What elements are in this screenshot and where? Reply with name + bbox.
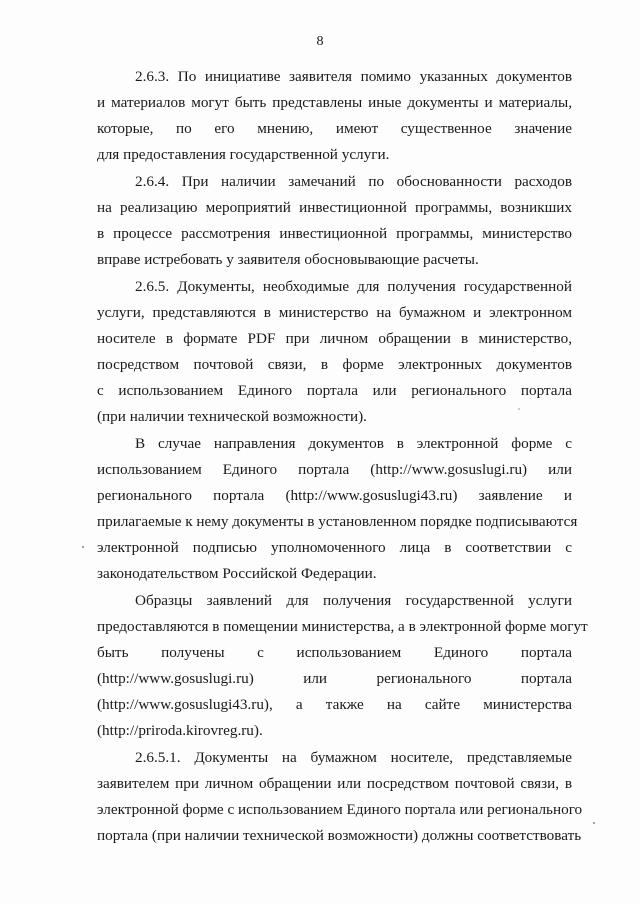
text-line: на реализацию мероприятий инвестиционной программы, возникших xyxy=(97,199,572,216)
text-line: для предоставления государственной услуги. xyxy=(97,146,390,163)
text-line: вправе истребовать у заявителя обосновывающие расчеты. xyxy=(97,251,479,268)
text-line: (http://www.gosuslugi43.ru), а также на сайте министерства xyxy=(97,696,572,713)
page-number: 8 xyxy=(316,34,324,49)
text-line: и материалов могут быть представлены иные документы и материалы, xyxy=(97,94,572,111)
text-line: с использованием Единого портала или регионального портала xyxy=(97,382,572,399)
text-line: электронной подписью уполномоченного лица в соответствии с xyxy=(97,539,572,556)
text-line: предоставляются в помещении министерства, а в электронной форме могут xyxy=(97,618,588,635)
text-line: прилагаемые к нему документы в установленном порядке подписываются xyxy=(97,513,578,530)
text-line: 2.6.5. Документы, необходимые для получения государственной xyxy=(135,278,572,295)
text-line: (http://www.gosuslugi.ru) или регионального портала xyxy=(97,670,572,687)
text-line: услуги, представляются в министерство на бумажном и электронном xyxy=(97,304,572,321)
text-line: использованием Единого портала (http://www.gosuslugi.ru) или xyxy=(97,461,572,478)
text-line: 2.6.5.1. Документы на бумажном носителе, представляемые xyxy=(135,749,572,766)
scan-speck xyxy=(518,408,520,410)
text-line: носителе в формате PDF при личном обращении в министерство, xyxy=(97,330,572,347)
text-line: (при наличии технической возможности). xyxy=(97,408,367,425)
text-line: в процессе рассмотрения инвестиционной программы, министерство xyxy=(97,225,572,242)
text-line: заявителем при личном обращении или посредством почтовой связи, в xyxy=(97,775,572,792)
text-line: В случае направления документов в электронной форме с xyxy=(135,435,572,452)
text-line: 2.6.4. При наличии замечаний по обоснованности расходов xyxy=(135,173,572,190)
text-line: быть получены с использованием Единого портала xyxy=(97,644,572,661)
text-line: (http://priroda.kirovreg.ru). xyxy=(97,722,263,739)
scan-speck xyxy=(82,546,84,548)
text-line: электронной форме с использованием Единого портала или регионального xyxy=(97,801,583,818)
text-line: портала (при наличии технической возможности) должны соответствовать xyxy=(97,827,582,844)
scan-speck xyxy=(593,822,595,824)
text-line: Образцы заявлений для получения государственной услуги xyxy=(135,592,572,609)
text-line: регионального портала (http://www.gosuslugi43.ru) заявление и xyxy=(97,487,572,504)
text-line: посредством почтовой связи, в форме электронных документов xyxy=(97,356,572,373)
text-line: которые, по его мнению, имеют существенное значение xyxy=(97,120,572,137)
text-line: законодательством Российской Федерации. xyxy=(97,565,377,582)
text-line: 2.6.3. По инициативе заявителя помимо указанных документов xyxy=(135,68,572,85)
